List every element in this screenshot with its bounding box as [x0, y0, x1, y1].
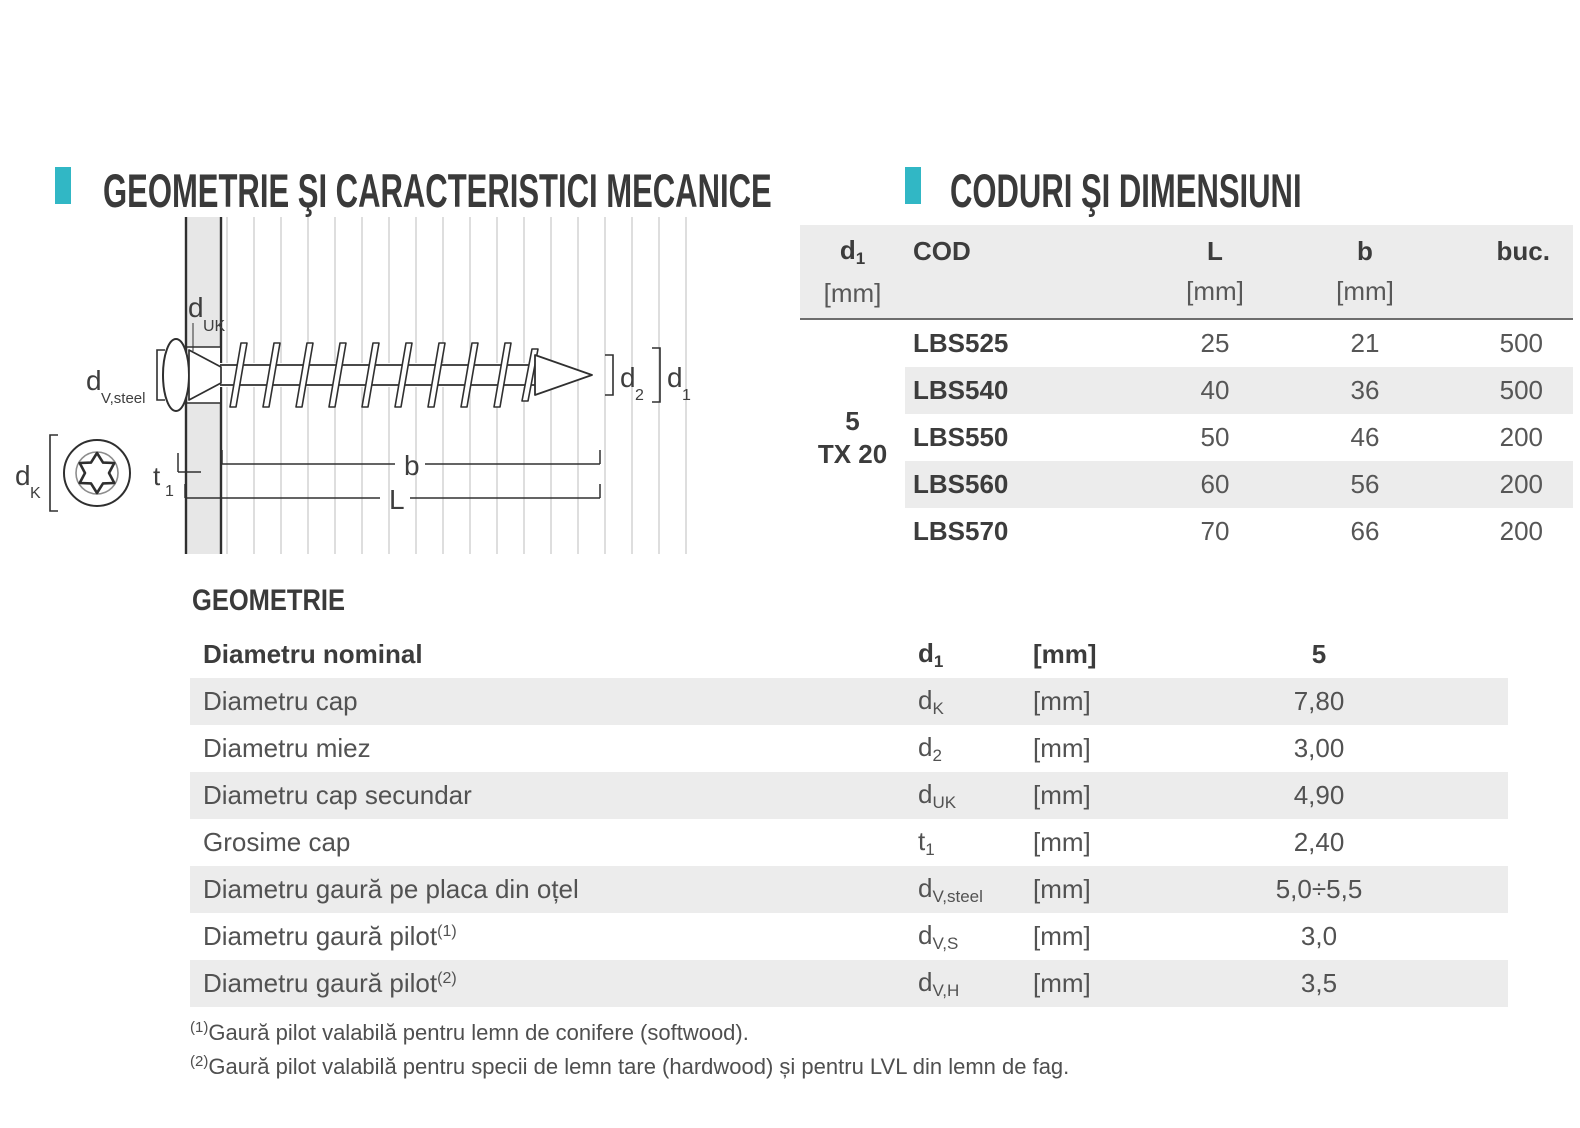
codes-table-header	[800, 225, 1573, 320]
header-col-cod: COD	[913, 236, 971, 266]
label-d2: d	[620, 362, 636, 393]
label-d1: d	[667, 362, 683, 393]
label-dvsteel: d	[86, 365, 102, 396]
table-row: LBS570 70 66 200	[913, 516, 1543, 546]
header-col-L: L [mm]	[1186, 236, 1244, 306]
label-t1: t	[153, 461, 161, 491]
table-row: LBS550 50 46 200	[913, 422, 1543, 452]
geometry-row: Diametru nominal d1 [mm] 5	[203, 637, 1327, 671]
label-dk: d	[15, 460, 31, 491]
table-row: LBS560 60 56 200	[905, 461, 1573, 508]
label-L: L	[389, 484, 405, 515]
footnotes	[190, 1013, 1069, 1081]
label-duk: d	[188, 292, 204, 323]
footnote-2: $^{(2)}$Gaură pilot valabilă pentru specii de lemn tare (hardwood) și pentru LVL din lemn de fag.	[190, 1053, 1070, 1079]
bracket-d2	[605, 355, 613, 395]
geometry-row: Diametru gaură pilot$^{(2)}$ dV,H [mm] 3,5	[190, 960, 1508, 1007]
header-col-d1: d1 [mm]	[823, 234, 882, 308]
geometry-row: Diametru miez d2 [mm] 3,00	[203, 731, 1345, 765]
header-col-buc: buc.	[1496, 236, 1550, 266]
footnote-1: $^{(1)}$Gaură pilot valabilă pentru lemn de conifere (softwood).	[190, 1019, 749, 1045]
label-duk-sub: UK	[203, 318, 226, 335]
d1-spanning-cell: 5 TX 20	[817, 405, 888, 469]
geometry-row: Diametru gaură pe placa din oțel dV,steel [mm] 5,0÷5,5	[190, 866, 1508, 913]
codes-dimensions-table	[800, 225, 1573, 555]
geometrie-subtitle: GEOMETRIE	[192, 584, 346, 617]
label-t1-sub: 1	[165, 483, 174, 500]
right-accent-bar	[905, 167, 921, 204]
label-d2-sub: 2	[635, 387, 644, 404]
label-d1-sub: 1	[682, 387, 691, 404]
geometry-row: Diametru cap secundar dUK [mm] 4,90	[190, 772, 1508, 819]
geometry-row: Diametru cap dK [mm] 7,80	[190, 678, 1508, 725]
header-col-b: b [mm]	[1336, 236, 1394, 306]
screw-tip	[535, 355, 592, 395]
screw-technical-drawing	[10, 213, 720, 561]
section-title-geometrie-caracteristici: GEOMETRIE ŞI CARACTERISTICI MECANICE	[103, 164, 772, 217]
table-row: LBS525 25 21 500	[913, 328, 1543, 358]
section-title-coduri-dimensiuni: CODURI ŞI DIMENSIUNI	[950, 164, 1302, 217]
geometry-row: Grosime cap t1 [mm] 2,40	[203, 825, 1345, 859]
geometry-row: Diametru gaură pilot$^{(1)}$ dV,S [mm] 3,0	[203, 919, 1338, 953]
table-row: LBS540 40 36 500	[905, 367, 1573, 414]
torx-head-view	[64, 440, 130, 506]
label-b: b	[404, 450, 420, 481]
label-dvsteel-sub: V,steel	[101, 390, 146, 407]
left-accent-bar	[55, 167, 71, 204]
geometry-table	[190, 631, 1508, 1007]
label-dk-sub: K	[30, 485, 41, 502]
bracket-dk	[50, 435, 58, 511]
